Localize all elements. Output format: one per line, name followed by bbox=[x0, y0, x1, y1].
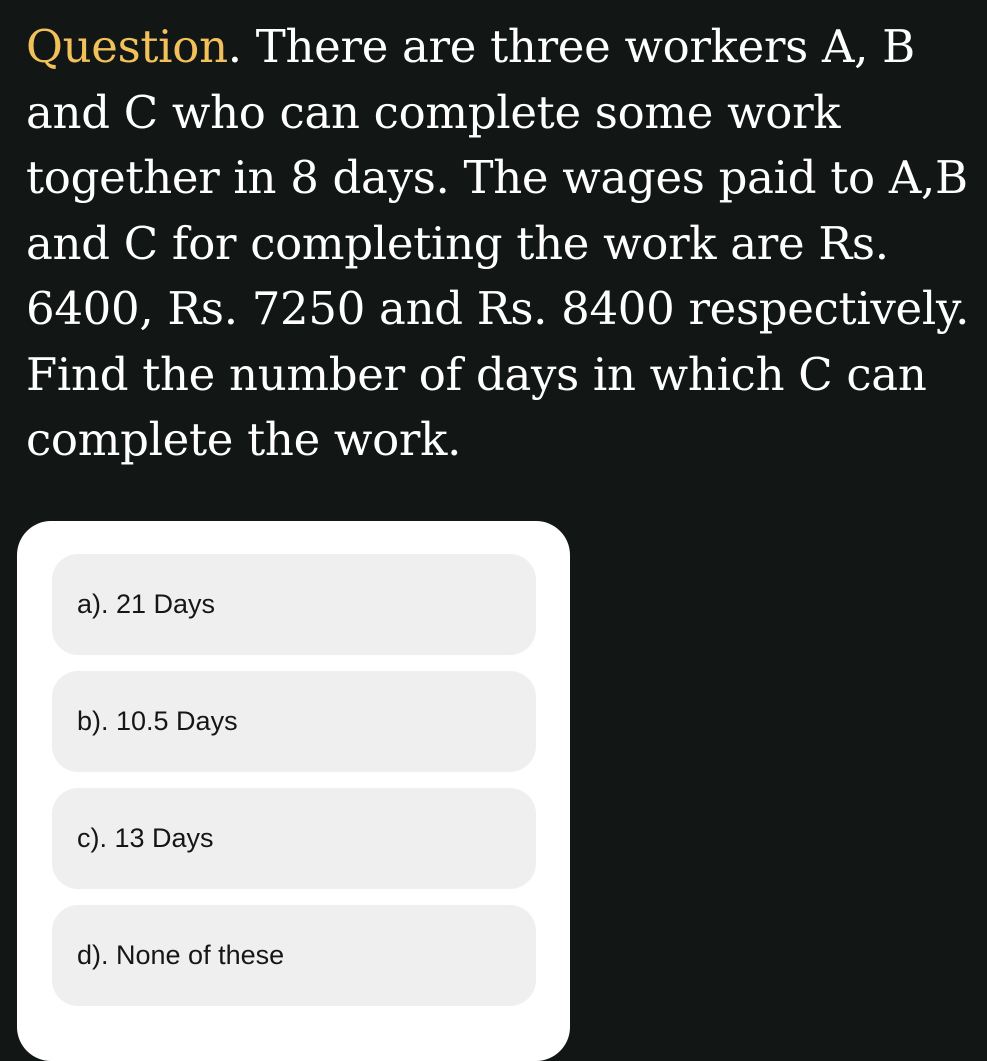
question-label: Question bbox=[26, 20, 228, 73]
question-text bbox=[26, 14, 976, 473]
option-d[interactable]: d). None of these bbox=[52, 905, 536, 1006]
question-body: . There are three workers A, B and C who can complete some work together in 8 days. The wages paid to A,B and C for completing the work are Rs. 6400, Rs. 7250 and Rs. 8400 respectively. Find the number of days in which C can complete the work. bbox=[26, 20, 970, 466]
option-b[interactable]: b). 10.5 Days bbox=[52, 671, 536, 772]
option-c[interactable]: c). 13 Days bbox=[52, 788, 536, 889]
option-a[interactable]: a). 21 Days bbox=[52, 554, 536, 655]
options-card bbox=[17, 521, 570, 1061]
